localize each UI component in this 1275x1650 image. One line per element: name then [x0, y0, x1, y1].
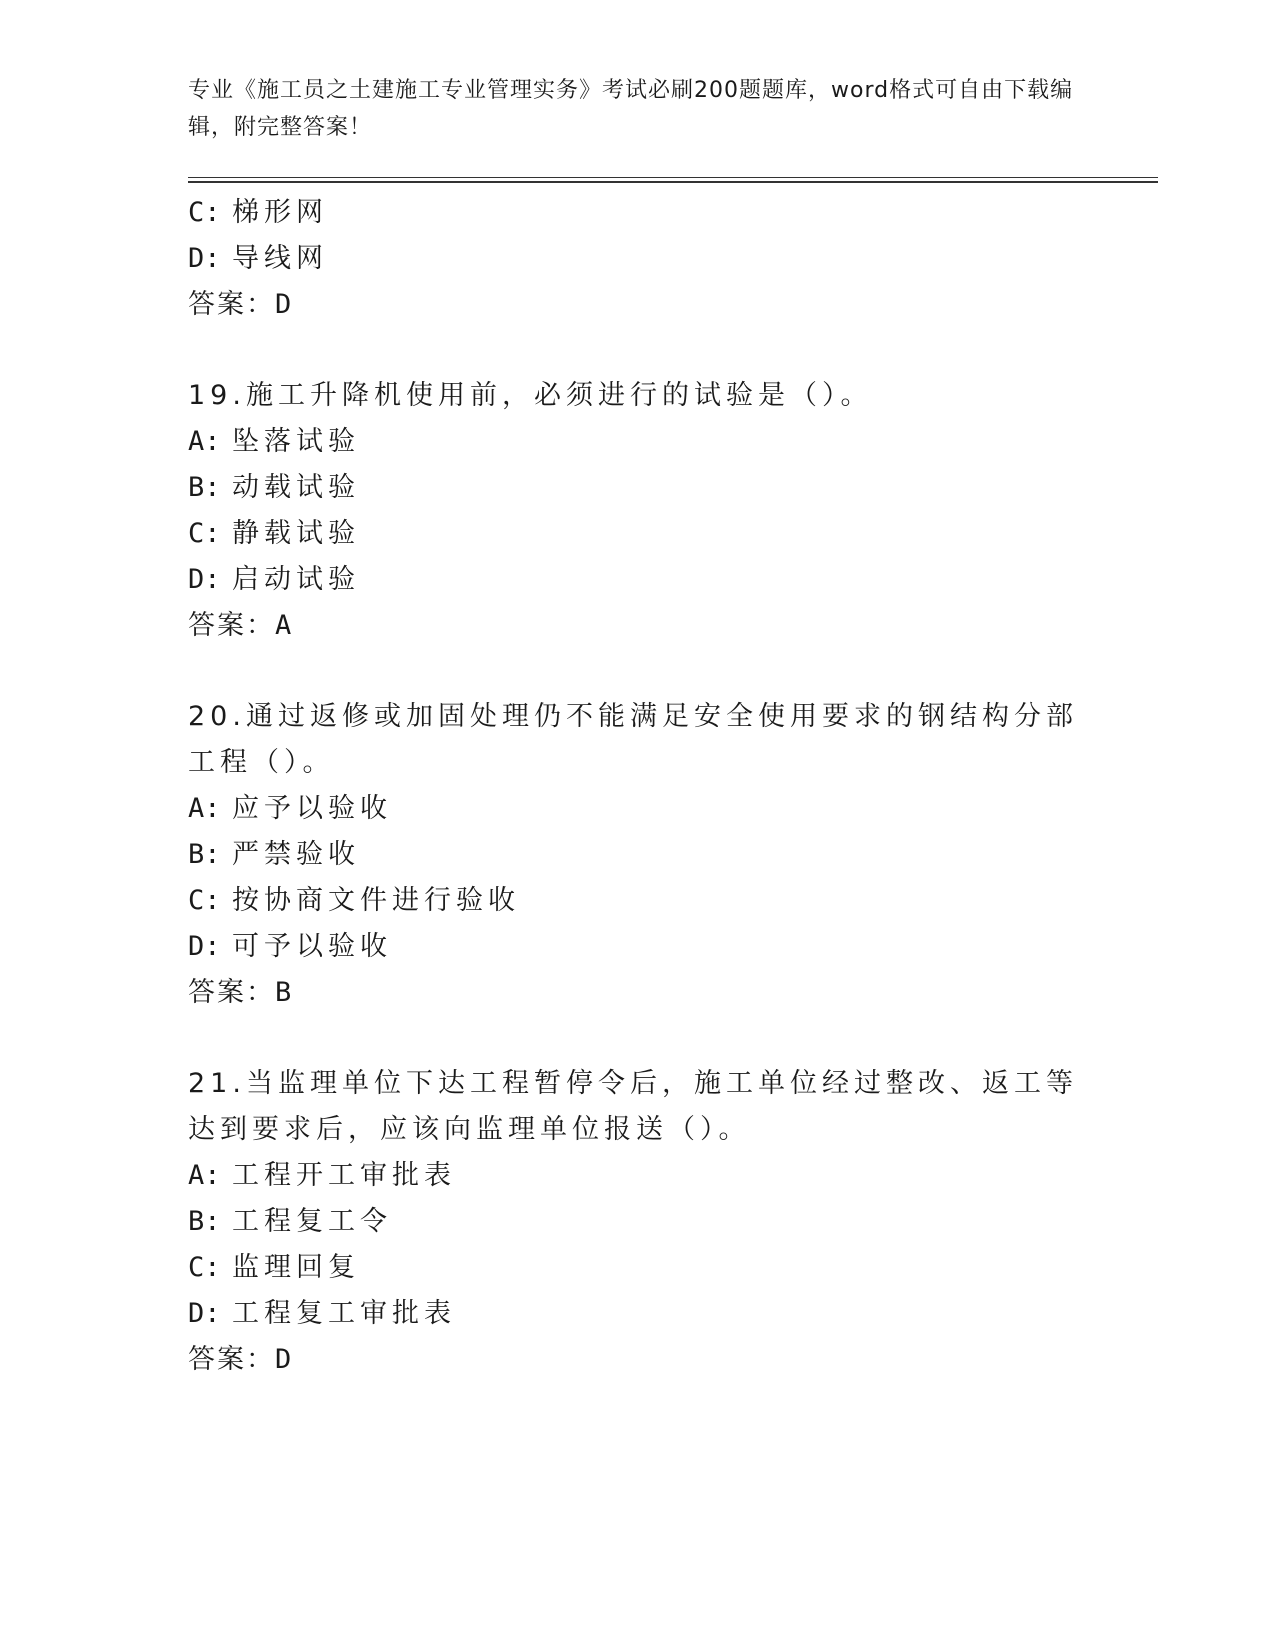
option-a [188, 419, 1088, 465]
option-key: D: [188, 1298, 221, 1329]
option-text: 启动试验 [232, 564, 360, 595]
answer-value: D [275, 1344, 292, 1375]
option-text: 监理回复 [232, 1252, 360, 1283]
option-c [188, 511, 1088, 557]
answer-line [188, 970, 1088, 1016]
option-key: D: [188, 564, 221, 595]
option-key: A: [188, 426, 221, 457]
option-d [188, 924, 1088, 970]
option-text: 工程复工审批表 [232, 1298, 456, 1329]
question-20 [188, 694, 1088, 1016]
option-text: 静载试验 [232, 518, 360, 549]
option-key: B: [188, 839, 221, 870]
option-key: B: [188, 472, 221, 503]
option-text: 动载试验 [232, 472, 360, 503]
option-key: C: [188, 1252, 221, 1283]
option-text: 按协商文件进行验收 [232, 885, 520, 916]
document-header: 专业《施工员之土建施工专业管理实务》考试必刷200题题库，word格式可自由下载编辑，附完整答案！ [188, 78, 1074, 140]
option-d [188, 236, 1088, 282]
answer-label: 答案： [188, 977, 275, 1008]
option-text: 梯形网 [232, 197, 328, 228]
header-divider-thin [188, 177, 1158, 178]
option-key: D: [188, 931, 221, 962]
option-key: C: [188, 197, 221, 228]
option-key: B: [188, 1206, 221, 1237]
option-text: 工程复工令 [232, 1206, 392, 1237]
option-text: 坠落试验 [232, 426, 360, 457]
option-text: 工程开工审批表 [232, 1160, 456, 1191]
option-text: 严禁验收 [232, 839, 360, 870]
option-a [188, 786, 1088, 832]
option-key: C: [188, 518, 221, 549]
question-21 [188, 1061, 1088, 1383]
option-d [188, 1291, 1088, 1337]
option-key: C: [188, 885, 221, 916]
question-text: 20.通过返修或加固处理仍不能满足安全使用要求的钢结构分部工程（）。 [188, 701, 1078, 778]
option-b [188, 465, 1088, 511]
question-text: 21.当监理单位下达工程暂停令后，施工单位经过整改、返工等达到要求后，应该向监理单位报送（）。 [188, 1068, 1078, 1145]
answer-value: A [275, 610, 292, 641]
option-key: A: [188, 1160, 221, 1191]
answer-value: B [275, 977, 292, 1008]
answer-line [188, 1337, 1088, 1383]
option-text: 可予以验收 [232, 931, 392, 962]
question-list [188, 190, 1088, 1383]
option-c [188, 1245, 1088, 1291]
question-19 [188, 373, 1088, 649]
option-key: A: [188, 793, 221, 824]
question-continuation [188, 190, 1088, 328]
answer-value: D [275, 289, 292, 320]
option-d [188, 557, 1088, 603]
answer-line [188, 603, 1088, 649]
option-a [188, 1153, 1088, 1199]
answer-label: 答案： [188, 289, 275, 320]
option-b [188, 832, 1088, 878]
header-divider-thick [188, 181, 1158, 183]
option-c [188, 190, 1088, 236]
option-b [188, 1199, 1088, 1245]
option-c [188, 878, 1088, 924]
answer-label: 答案： [188, 1344, 275, 1375]
option-text: 应予以验收 [232, 793, 392, 824]
option-key: D: [188, 243, 221, 274]
answer-label: 答案： [188, 610, 275, 641]
question-text: 19.施工升降机使用前，必须进行的试验是（）。 [188, 380, 873, 411]
option-text: 导线网 [232, 243, 328, 274]
answer-line [188, 282, 1088, 328]
